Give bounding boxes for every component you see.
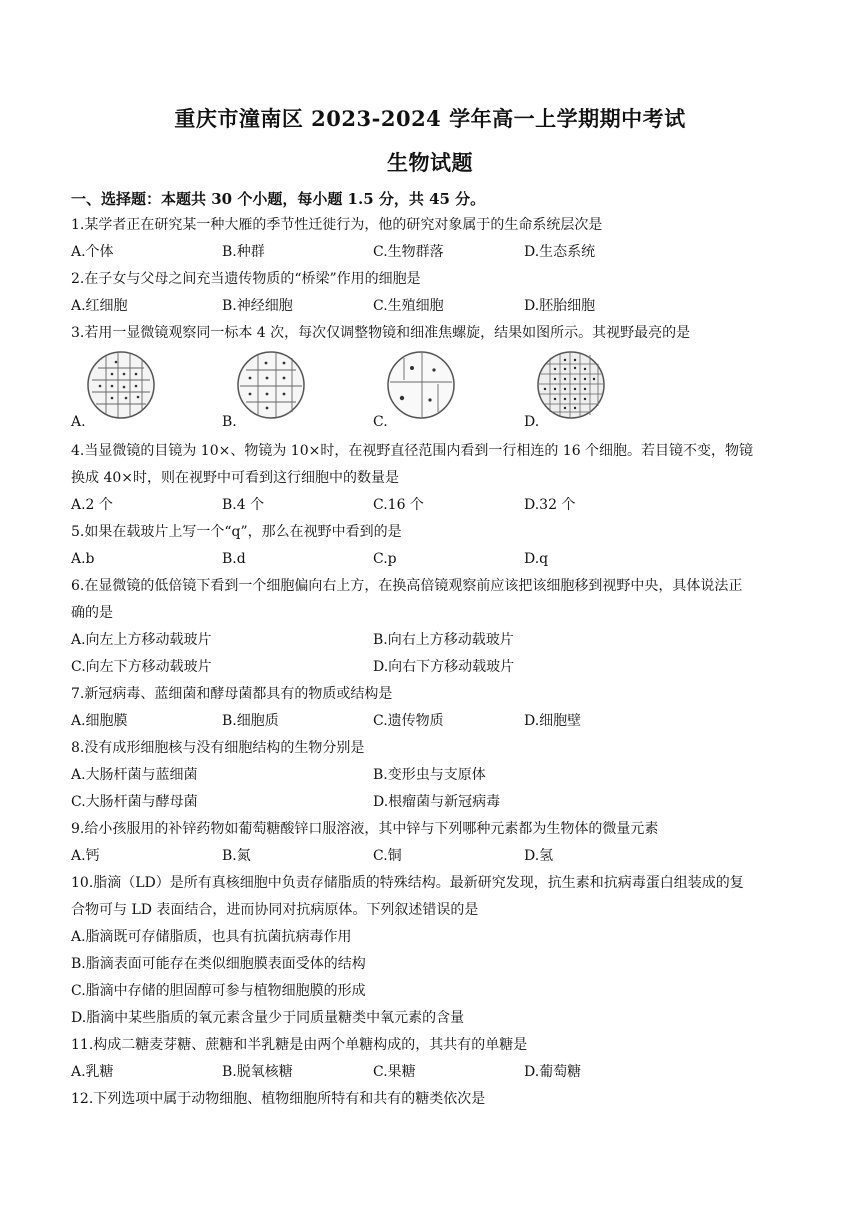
question-3-stem: 3.若用一显微镜观察同一标本 4 次，每次仅调整物镜和细准焦螺旋，结果如图所示。其视野最亮的是 — [71, 325, 691, 341]
microscope-field-d-image — [536, 350, 606, 420]
question-4-stem-line-2: 换成 40×时，则在视野中可看到这行细胞中的数量是 — [71, 470, 399, 486]
question-11-stem: 11.构成二糖麦芽糖、蔗糖和半乳糖是由两个单糖构成的，其共有的单糖是 — [71, 1037, 528, 1053]
microscope-field-c-image — [386, 350, 456, 420]
question-3-option-c: C. — [373, 414, 388, 430]
question-4-option-a: A.2 个 — [71, 497, 113, 513]
question-10-option-d: D.脂滴中某些脂质的氧元素含量少于同质量糖类中氧元素的含量 — [71, 1010, 465, 1026]
question-11-option-d: D.葡萄糖 — [524, 1064, 582, 1080]
question-4-stem-line-1: 4.当显微镜的目镜为 10×、物镜为 10×时，在视野直径范围内看到一行相连的 16 个细胞。若目镜不变，物镜 — [71, 443, 754, 459]
question-8-option-a: A.大肠杆菌与蓝细菌 — [71, 767, 198, 783]
question-12-stem: 12.下列选项中属于动物细胞、植物细胞所特有和共有的糖类依次是 — [71, 1091, 486, 1107]
question-9-stem: 9.给小孩服用的补锌药物如葡萄糖酸锌口服溶液，其中锌与下列哪种元素都为生物体的微量元素 — [71, 821, 659, 837]
question-7-option-d: D.细胞壁 — [524, 713, 582, 729]
question-9-option-c: C.铜 — [373, 848, 402, 864]
exam-title: 重庆市潼南区 2023-2024 学年高一上学期期中考试 — [174, 106, 686, 131]
question-5-option-d: D.q — [524, 551, 549, 567]
question-9-option-b: B.氮 — [222, 848, 251, 864]
question-7-stem: 7.新冠病毒、蓝细菌和酵母菌都具有的物质或结构是 — [71, 686, 393, 702]
question-5-stem: 5.如果在载玻片上写一个“q”，那么在视野中看到的是 — [71, 524, 402, 540]
question-6-stem-line-1: 6.在显微镜的低倍镜下看到一个细胞偏向右上方，在换高倍镜观察前应该把该细胞移到视野中央，具体说法正 — [71, 578, 743, 594]
question-1-option-c: C.生物群落 — [373, 244, 444, 260]
question-2-option-a: A.红细胞 — [71, 298, 128, 314]
question-1-option-b: B.种群 — [222, 244, 265, 260]
question-8-option-b: B.变形虫与支原体 — [373, 767, 486, 783]
question-2-option-d: D.胚胎细胞 — [524, 298, 596, 314]
question-9-option-d: D.氢 — [524, 848, 554, 864]
question-8-option-c: C.大肠杆菌与酵母菌 — [71, 794, 198, 810]
question-4-option-d: D.32 个 — [524, 497, 576, 513]
question-10-stem-line-2: 合物可与 LD 表面结合，进而协同对抗病原体。下列叙述错误的是 — [71, 902, 479, 918]
question-3-option-a: A. — [71, 414, 86, 430]
question-6-option-d: D.向右下方移动载玻片 — [373, 659, 515, 675]
question-11-option-a: A.乳糖 — [71, 1064, 114, 1080]
question-4-option-c: C.16 个 — [373, 497, 424, 513]
question-5-option-b: B.d — [222, 551, 246, 567]
question-6-stem-line-2: 确的是 — [71, 605, 113, 621]
question-5-option-c: C.p — [373, 551, 397, 567]
question-9-option-a: A.钙 — [71, 848, 100, 864]
exam-subtitle: 生物试题 — [387, 150, 473, 175]
question-1-option-a: A.个体 — [71, 244, 114, 260]
question-11-option-c: C.果糖 — [373, 1064, 416, 1080]
question-11-option-b: B.脱氧核糖 — [222, 1064, 293, 1080]
question-4-option-b: B.4 个 — [222, 497, 265, 513]
question-2-option-c: C.生殖细胞 — [373, 298, 444, 314]
question-6-option-b: B.向右上方移动载玻片 — [373, 632, 514, 648]
question-10-option-a: A.脂滴既可存储脂质，也具有抗菌抗病毒作用 — [71, 929, 352, 945]
question-2-option-b: B.神经细胞 — [222, 298, 293, 314]
question-10-stem-line-1: 10.脂滴（LD）是所有真核细胞中负责存储脂质的特殊结构。最新研究发现，抗生素和抗病毒蛋白组装成的复 — [71, 875, 744, 891]
question-8-stem: 8.没有成形细胞核与没有细胞结构的生物分别是 — [71, 740, 365, 756]
question-3-option-b: B. — [222, 414, 237, 430]
question-3-option-d: D. — [524, 414, 540, 430]
question-10-option-c: C.脂滴中存储的胆固醇可参与植物细胞膜的形成 — [71, 983, 366, 999]
question-7-option-c: C.遗传物质 — [373, 713, 444, 729]
question-5-option-a: A.b — [71, 551, 95, 567]
question-7-option-a: A.细胞膜 — [71, 713, 128, 729]
question-1-stem: 1.某学者正在研究某一种大雁的季节性迁徙行为，他的研究对象属于的生命系统层次是 — [71, 217, 603, 233]
question-7-option-b: B.细胞质 — [222, 713, 279, 729]
microscope-field-a-image — [86, 350, 156, 420]
question-2-stem: 2.在子女与父母之间充当遗传物质的“桥梁”作用的细胞是 — [71, 271, 421, 287]
question-6-option-c: C.向左下方移动载玻片 — [71, 659, 212, 675]
question-10-option-b: B.脂滴表面可能存在类似细胞膜表面受体的结构 — [71, 956, 366, 972]
microscope-field-b-image — [236, 350, 306, 420]
section-heading: 一、选择题：本题共 30 个小题，每小题 1.5 分，共 45 分。 — [71, 190, 486, 208]
question-8-option-d: D.根瘤菌与新冠病毒 — [373, 794, 501, 810]
question-6-option-a: A.向左上方移动载玻片 — [71, 632, 212, 648]
question-1-option-d: D.生态系统 — [524, 244, 596, 260]
